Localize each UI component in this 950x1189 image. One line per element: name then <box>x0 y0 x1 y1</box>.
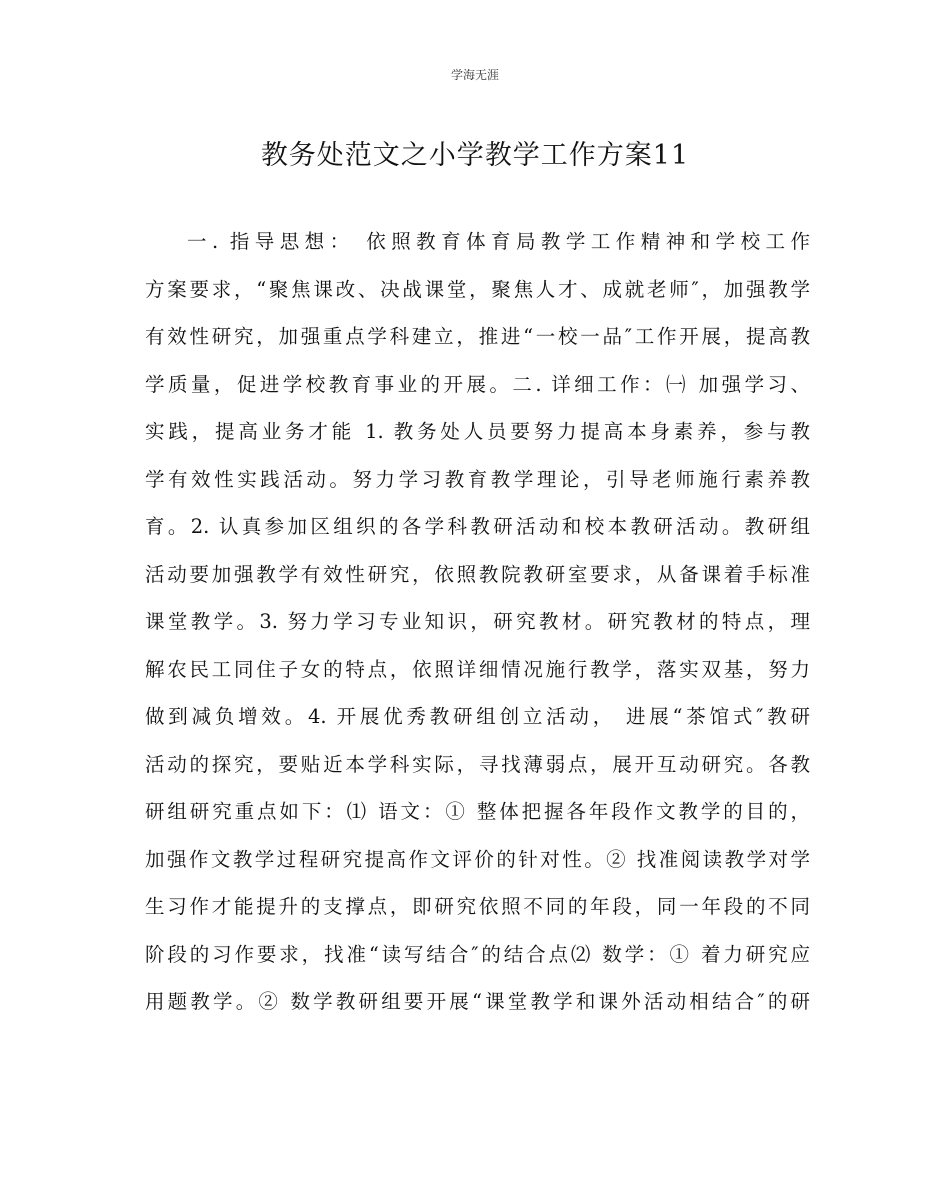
body-line: 研组研究重点如下：⑴ 语文：① 整体把握各年段作文教学的目的， <box>145 800 810 823</box>
document-body <box>145 218 810 1026</box>
body-line: 学质量，促进学校教育事业的开展。二. 详细工作：㈠ 加强学习、 <box>145 372 810 396</box>
body-line: 做到减负增效。4. 开展优秀教研组创立活动， 进展“茶馆式″教研 <box>145 705 810 728</box>
body-line: 解农民工同住子女的特点，依照详细情况施行教学，落实双基，努力 <box>145 657 810 681</box>
body-line: 有效性研究，加强重点学科建立，推进“一校一品″工作开展，提高教 <box>145 325 810 348</box>
body-line: 生习作才能提升的支撑点，即研究依照不同的年段，同一年段的不同 <box>145 895 810 918</box>
body-line: 活动要加强教学有效性研究，依照教院教研室要求，从备课着手标准 <box>145 562 810 586</box>
body-line: 学有效性实践活动。努力学习教育教学理论，引导老师施行素养教 <box>145 467 810 491</box>
body-line: 实践，提高业务才能 1. 教务处人员要努力提高本身素养，参与教 <box>145 420 810 443</box>
body-line: 用题教学。② 数学教研组要开展“课堂教学和课外活动相结合″的研 <box>145 990 810 1013</box>
body-line: 课堂教学。3. 努力学习专业知识，研究教材。研究教材的特点，理 <box>145 610 810 633</box>
body-line: 阶段的习作要求，找准“读写结合″的结合点⑵ 数学：① 着力研究应 <box>145 942 810 966</box>
document-title: 教务处范文之小学教学工作方案11 <box>260 140 690 171</box>
body-line: 育。2. 认真参加区组织的各学科教研活动和校本教研活动。教研组 <box>145 515 810 538</box>
page-header: 学海无涯 <box>450 68 499 82</box>
body-line: 活动的探究，要贴近本学科实际，寻找薄弱点，展开互动研究。各教 <box>145 752 810 776</box>
body-line: 一. 指导思想： 依照教育体育局教学工作精神和学校工作 <box>187 230 810 253</box>
body-line: 加强作文教学过程研究提高作文评价的针对性。② 找准阅读教学对学 <box>145 847 810 871</box>
body-line: 方案要求，“聚焦课改、决战课堂，聚焦人才、成就老师″，加强教学 <box>145 277 810 301</box>
